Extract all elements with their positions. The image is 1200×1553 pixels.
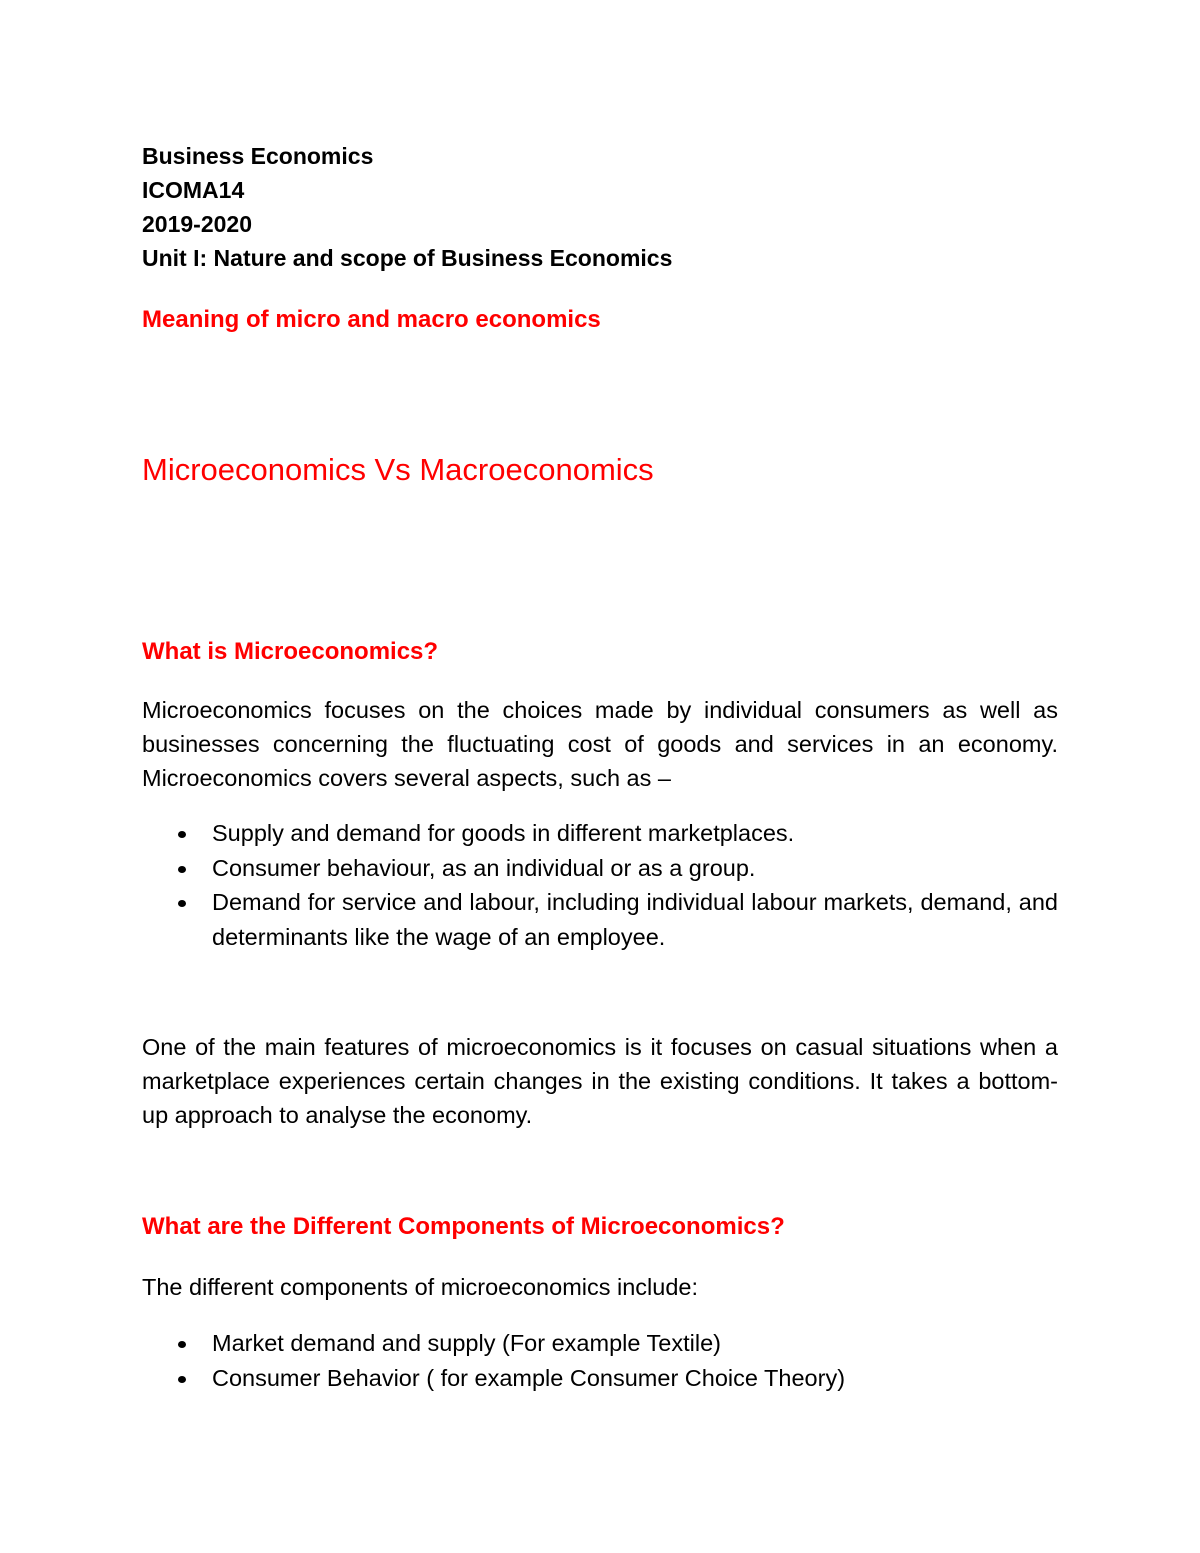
bullet-icon	[178, 831, 186, 838]
bullet-icon	[178, 1376, 186, 1383]
course-name: Business Economics	[142, 143, 374, 169]
components-intro-paragraph: The different components of microeconomics include:	[142, 1274, 699, 1300]
section-heading-microeconomics: What is Microeconomics?	[142, 638, 439, 665]
unit-title: Unit I: Nature and scope of Business Economics	[142, 245, 673, 271]
academic-year: 2019-2020	[142, 211, 252, 237]
list-item: Consumer Behavior ( for example Consumer Choice Theory)	[142, 1361, 1058, 1396]
subheading: Meaning of micro and macro economics	[142, 306, 601, 333]
list-item: Market demand and supply (For example Textile)	[142, 1326, 1058, 1361]
page-title: Microeconomics Vs Macroeconomics	[142, 452, 654, 487]
list-item: Demand for service and labour, including individual labour markets, demand, and determinants like the wage of an employee.	[142, 885, 1058, 954]
list-item: Consumer behaviour, as an individual or as a group.	[142, 851, 1058, 886]
microeconomics-aspects-list	[142, 816, 1058, 954]
section-heading-components: What are the Different Components of Microeconomics?	[142, 1213, 785, 1240]
components-list	[142, 1326, 1058, 1395]
microeconomics-features-paragraph: One of the main features of microeconomics is it focuses on casual situations when a marketplace experiences certain changes in the existing conditions. It takes a bottom-up approach to analyse the economy.	[142, 1034, 1058, 1128]
microeconomics-intro-paragraph: Microeconomics focuses on the choices made by individual consumers as well as businesses concerning the fluctuating cost of goods and services in an economy. Microeconomics covers several aspects, such as –	[142, 697, 1058, 791]
course-code: ICOMA14	[142, 177, 245, 203]
bullet-icon	[178, 866, 186, 873]
bullet-icon	[178, 900, 186, 907]
list-item: Supply and demand for goods in different marketplaces.	[142, 816, 1058, 851]
bullet-icon	[178, 1341, 186, 1348]
